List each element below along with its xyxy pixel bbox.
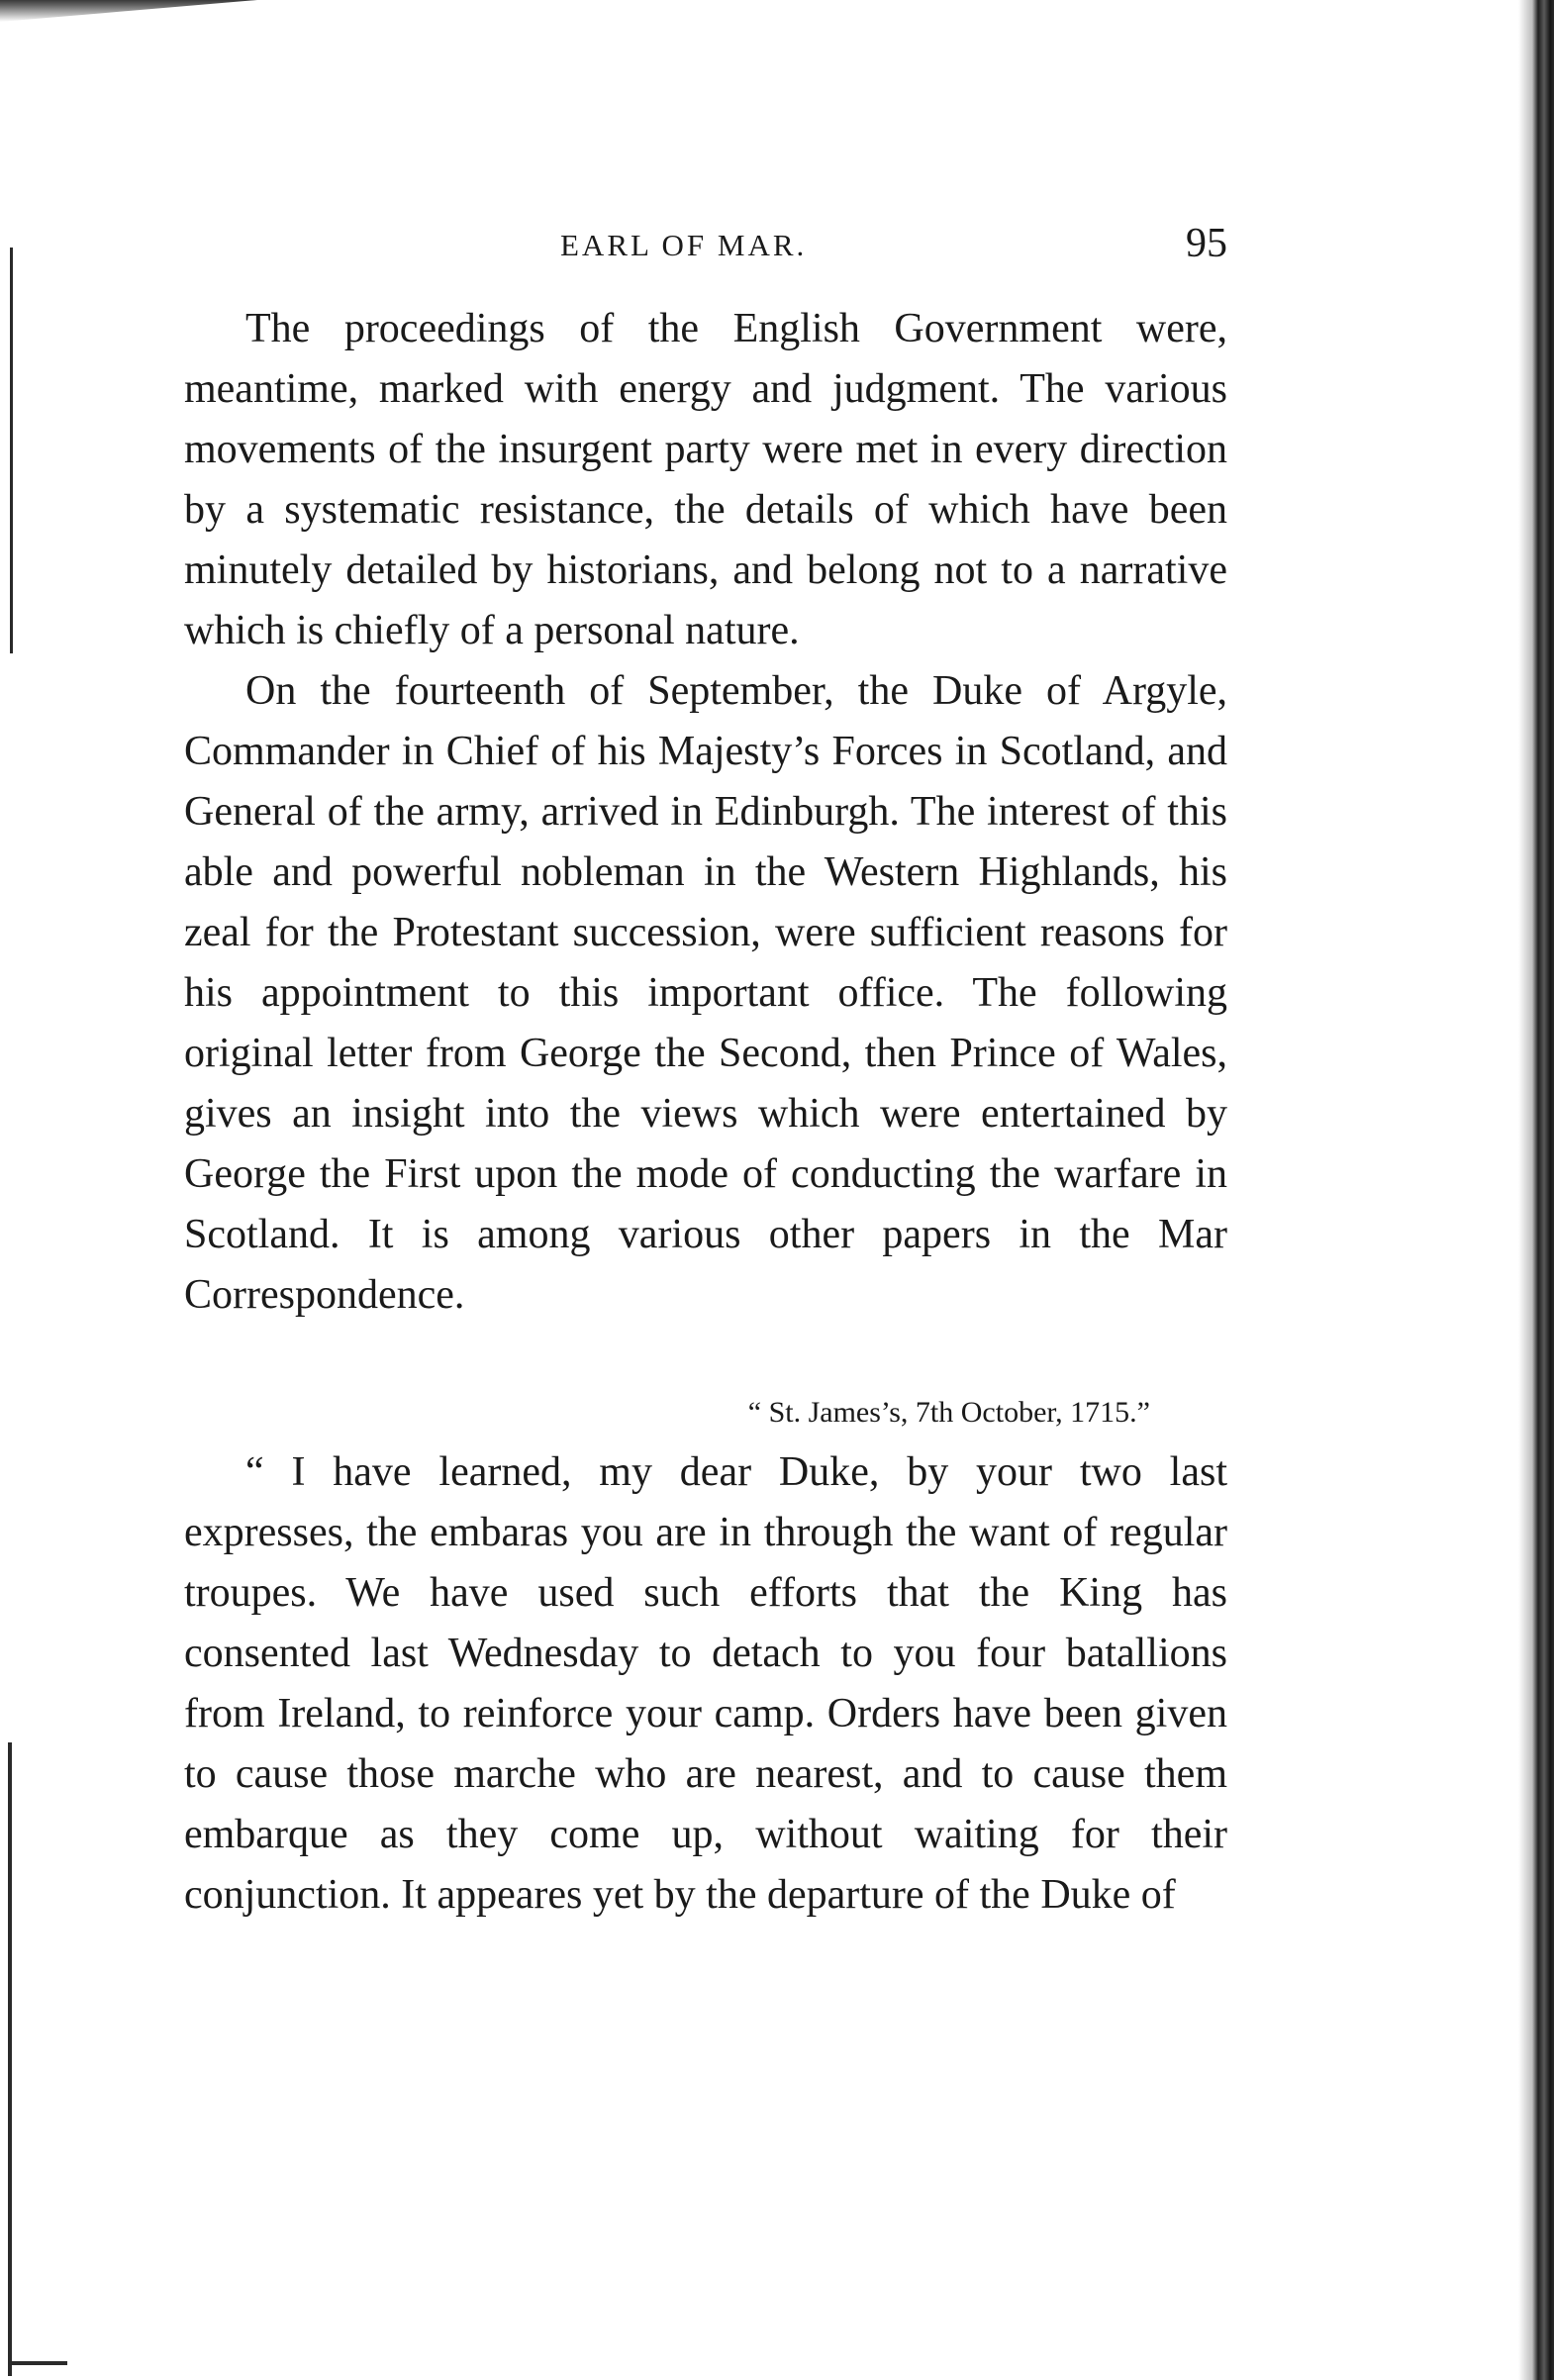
letter-body: “ I have learned, my dear Duke, by your two last expresses, the embaras you are in through the want of regular troupes. We have used such efforts that the King has consented last Wednesday to detach to you four batallions from Ireland, to reinforce your camp. Orders have been given to cause those marche who are nearest, and to cause them embarque as they come up, without waiting for their conjunction. It appeares yet by the departure of the Duke of: [184, 1449, 1227, 1918]
letter-dateline: “ St. James’s, 7th October, 1715.”: [747, 1396, 1150, 1429]
scan-left-edge-mark: [10, 248, 13, 653]
book-page: [184, 220, 1227, 1926]
scan-binding-edge: [1518, 0, 1554, 2380]
running-head: [184, 220, 1227, 279]
paragraph-government-proceedings: The proceedings of the English Government were, meantime, marked with energy and judgment. The various movements of the insurgent party were met in every direction by a systematic resistance, the details of which have been minutely detailed by historians, and belong not to a narrative which is chiefly of a personal nature.: [184, 306, 1227, 653]
scan-left-edge-mark-lower: [8, 1742, 12, 2376]
page-number: 95: [1186, 221, 1227, 266]
running-title: EARL OF MAR.: [560, 228, 808, 262]
scan-shadow-corner: [0, 0, 257, 22]
paragraph-duke-of-argyle: On the fourteenth of September, the Duke of Argyle, Commander in Chief of his Majesty’s Forces in Scotland, and General of the army, arrived in Edinburgh. The interest of this able and powerful nobleman in the Western Highlands, his zeal for the Protestant succession, were sufficient reasons for his appointment to this important office. The following original letter from George the Second, then Prince of Wales, gives an insight into the views which were entertained by George the First upon the mode of conducting the warfare in Scotland. It is among various other papers in the Mar Correspondence.: [184, 668, 1227, 1318]
scan-bottom-edge-mark: [8, 2361, 67, 2365]
